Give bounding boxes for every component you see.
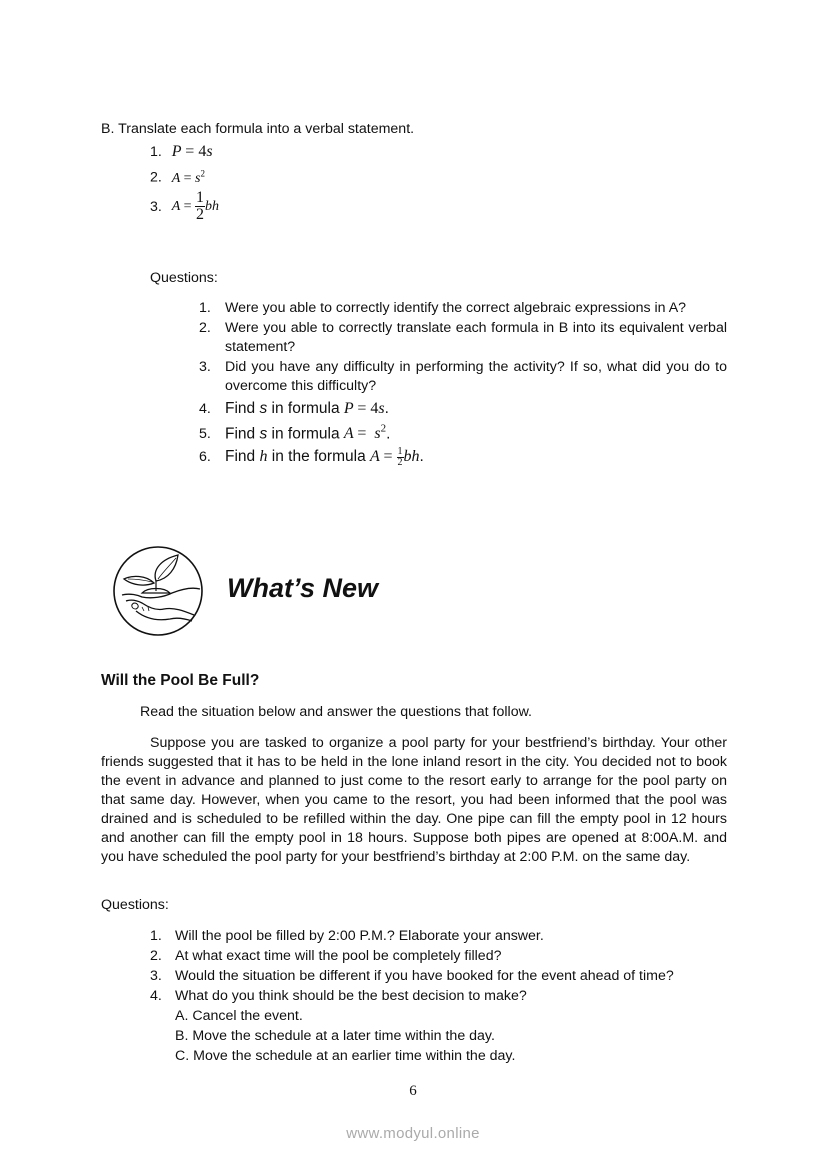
formula-a-equals-s-squared: $A = s^2$ bbox=[343, 423, 387, 443]
question-list bbox=[199, 299, 727, 396]
list-number: 2. bbox=[150, 169, 162, 186]
page-number: 6 bbox=[409, 1083, 417, 1099]
choice-c: C. Move the schedule at an earlier time within the day. bbox=[175, 1048, 516, 1064]
list-item: 3. Did you have any difficulty in performing the activity? If so, what did you do to overcome this difficulty? bbox=[199, 359, 727, 394]
choice-a: A. Cancel the event. bbox=[175, 1008, 303, 1024]
formula-item-3 bbox=[150, 190, 219, 223]
list-item: 2. At what exact time will the pool be completely filled? bbox=[150, 948, 502, 964]
questions-label: Questions: bbox=[101, 897, 169, 913]
formula-item-1 bbox=[150, 143, 213, 161]
activity-instruction: Read the situation below and answer the questions that follow. bbox=[140, 704, 532, 720]
list-number: 3. bbox=[150, 198, 162, 215]
list-item: 1. Will the pool be filled by 2:00 P.M.? Elaborate your answer. bbox=[150, 928, 544, 944]
list-number: 1. bbox=[150, 144, 162, 160]
part-b-instruction: B. Translate each formula into a verbal statement. bbox=[101, 121, 415, 137]
list-item: 6. Find h in the formula A = $\frac{1}{2}$ bh. bbox=[199, 446, 424, 468]
fraction-one-half: $\frac{1}{2}$ bbox=[397, 446, 403, 468]
formula-p-equals-4s: P = 4s bbox=[171, 143, 213, 160]
hand-holding-seedling-icon bbox=[112, 545, 204, 637]
section-title: What’s New bbox=[227, 573, 379, 603]
activity-heading: Will the Pool Be Full? bbox=[101, 672, 260, 689]
list-item: 5. Find s in formula $A = s^2$. bbox=[199, 423, 391, 443]
list-item: 4. Find s in formula P = 4s. bbox=[199, 400, 389, 417]
formula-a-equals-s-squared: $A = s^2$ bbox=[171, 168, 205, 186]
list-item: 2. Were you able to correctly translate each formula in B into its equivalent verbal statement? bbox=[199, 320, 727, 355]
activity-question-list bbox=[150, 927, 750, 1066]
list-item: 3. Would the situation be different if you have booked for the event ahead of time? bbox=[150, 968, 674, 984]
formula-a-equals-half-bh: A = $\frac{1}{2}$ bh bbox=[171, 189, 220, 223]
fraction-one-half: $\frac{1}{2}$ bbox=[196, 189, 205, 223]
formula-p-equals-4s: P = 4s bbox=[343, 400, 385, 417]
list-item: 1. Were you able to correctly identify the correct algebraic expressions in A? bbox=[199, 300, 687, 316]
choice-b: B. Move the schedule at a later time within the day. bbox=[175, 1028, 495, 1044]
formula-item-2 bbox=[150, 168, 205, 187]
watermark: www.modyul.online bbox=[346, 1125, 480, 1142]
formula-a-equals-half-bh: A = $\frac{1}{2}$ bh bbox=[370, 446, 420, 468]
situation-paragraph: Suppose you are tasked to organize a pool party for your bestfriend’s birthday. Your other friends suggested that it has to be held in the lone inland resort in the city. You decided not to book the event in advance and planned to just come to the resort early to arrange for the pool party on that same day. However, when you came to the resort, you had been informed that the pool was drained and is scheduled to be refilled within the day. One pipe can fill the empty pool in 12 hours and another can fill the empty pool in 18 hours. Suppose both pipes are opened at 8:00A.M. and you have scheduled the pool party for your bestfriend’s birthday at 2:00 P.M. on the same day. bbox=[101, 735, 727, 865]
list-item: 4. What do you think should be the best decision to make? bbox=[150, 988, 527, 1004]
questions-label: Questions: bbox=[150, 270, 218, 286]
